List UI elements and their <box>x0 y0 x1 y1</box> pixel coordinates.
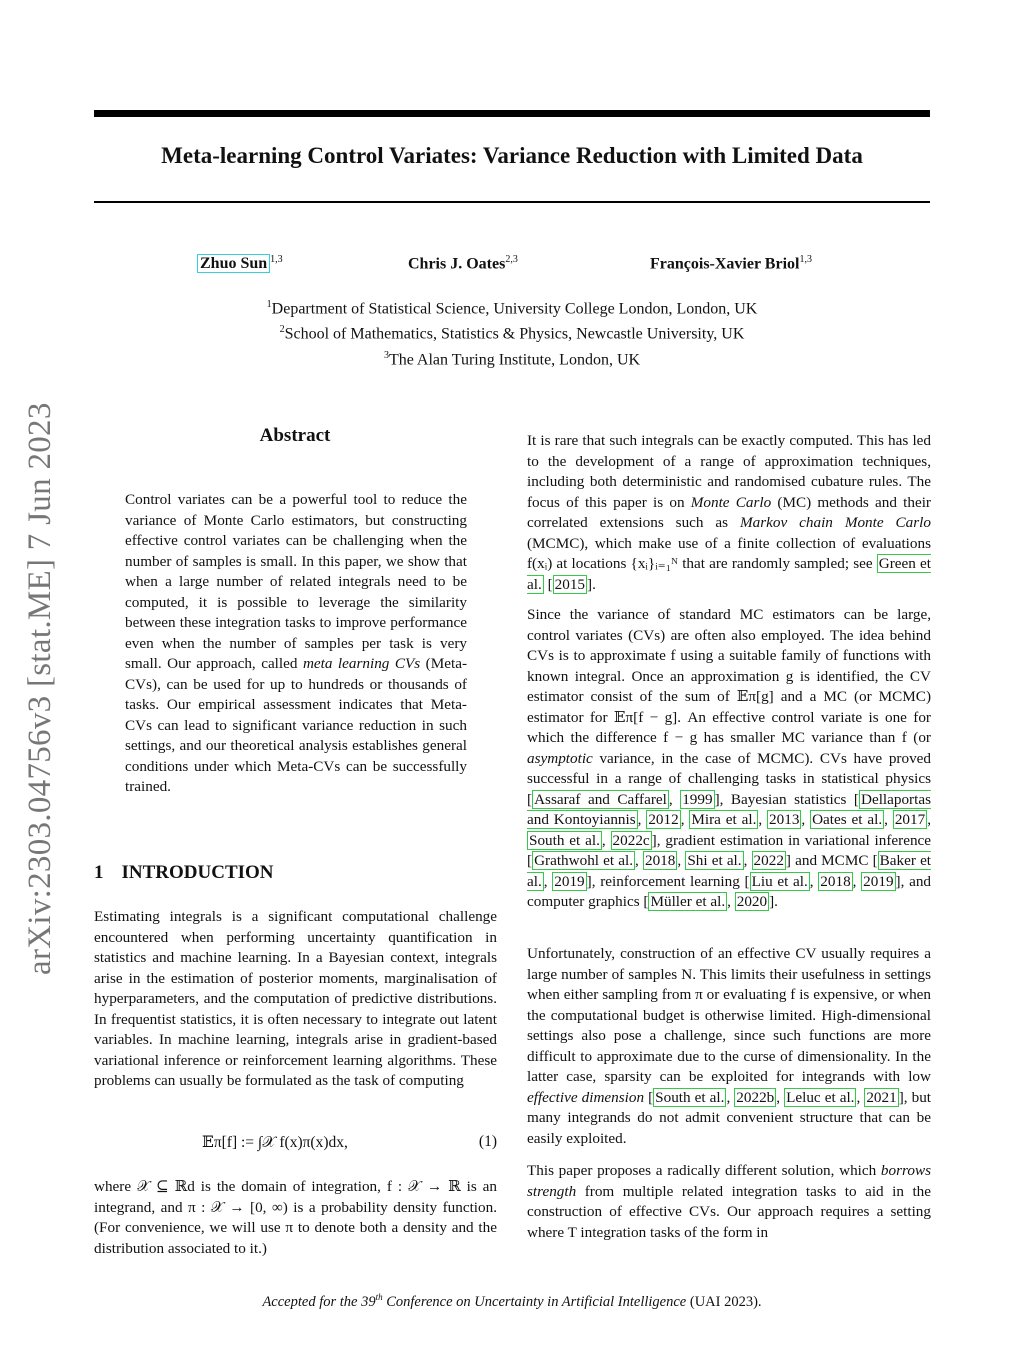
citation-link[interactable]: 2013 <box>769 811 800 828</box>
citation-link[interactable]: 2022b <box>736 1088 775 1106</box>
citation-link[interactable]: 2020 <box>736 893 768 910</box>
citation-link[interactable]: 2017 <box>894 811 926 828</box>
equation-body: 𝔼π[f] := ∫𝒳 f(x)π(x)dx, <box>202 1134 348 1151</box>
abstract-heading: Abstract <box>259 425 331 446</box>
right-paragraph-4: This paper proposes a radically different solution, which borrows strength from multiple related integration tasks to aid in the construction of effective CVs. Our approach requires a setting where T integration tasks of the form in <box>527 1162 931 1241</box>
conference-footer: Accepted for the 39th Conference on Uncertainty in Artificial Intelligence (UAI 2023). <box>262 1292 762 1310</box>
citation-link[interactable]: Assaraf and Caffarel <box>534 790 667 808</box>
citation-link[interactable]: Grathwohl et al. <box>534 852 634 869</box>
author-2: Chris J. Oates$^{2,3}$ <box>408 254 518 273</box>
title-bottom-rule <box>94 201 930 203</box>
affiliation-1: $^1$Department of Statistical Science, University College London, London, UK <box>266 299 758 318</box>
right-paragraph-2: Since the variance of standard MC estimators can be large, control variates (CVs) are often also employed. The idea behind CVs is to approximate f using a suitable family of functions with known integral. Once an approximation g is identified, the CV estimator consist of the sum of 𝔼π[g] and a MC (or MCMC) estimator for 𝔼π[f − g]. An effective control variate is one for which the difference f − g has smaller MC variance than f (or asymptotic variance, in the case of MCMC). CVs have proved successful in a range of challenging tasks in statistical physics [ Assaraf and Caffarel , 1999 ], Bayesian statistics [ Dellaportas and Kontoyiannis , 2012 , Mira et al. , 2013 , Oates et al. , 2017 , South et al. , 2022c ], gradient estimation in variational inference [ Grathwohl et al. , 2018 , Shi et al. , 2022 ] and MCMC [ Baker et al. , 2019 ], reinforcement learning [ Liu et al. , 2018 , 2019 ], and computer graphics [ Müller et al. , 2020 ]. <box>527 606 932 910</box>
section-heading-introduction: 1 INTRODUCTION <box>94 862 274 883</box>
abstract-text: Control variates can be a powerful tool to reduce the variance of Monte Carlo estimators, but constructing effective control variates can be challenging when the number of samples is small. In this paper, we show that when a large number of related integrals need to be computed, it is possible to leverage the similarity between these integration tasks to improve performance even when the number of samples per task is very small. Our approach, called meta learning CVs (Meta-CVs), can be used for up to hundreds or thousands of tasks. Our empirical assessment indicates that Meta-CVs can lead to significant variance reduction in such settings, and our theoretical analysis establishes general conditions under which Meta-CVs can be successfully trained. <box>125 491 467 795</box>
citation-link[interactable]: Mira et al. <box>691 811 757 828</box>
citation-link[interactable]: Müller et al. <box>650 893 726 910</box>
affiliation-3: $^3$The Alan Turing Institute, London, UK <box>383 349 641 368</box>
citation-link[interactable]: 2018 <box>820 872 851 890</box>
citation-link[interactable]: 2021 <box>866 1088 897 1106</box>
author-3: François-Xavier Briol$^{1,3}$ <box>650 254 812 273</box>
affiliation-2: $^2$School of Mathematics, Statistics & Physics, Newcastle University, UK <box>279 324 745 343</box>
citation-link[interactable]: South et al. <box>655 1088 725 1106</box>
citation-link[interactable]: Oates et al. <box>812 811 883 828</box>
citation-link[interactable]: Dellaportas and Kontoyiannis <box>527 790 931 828</box>
citation-link[interactable]: 2012 <box>648 811 679 828</box>
citation-link[interactable]: 2019 <box>863 872 894 890</box>
title-top-rule <box>94 110 930 117</box>
citation-link[interactable]: 2019 <box>554 872 585 890</box>
author-link-zhuo-sun[interactable]: Zhuo Sun <box>197 254 270 273</box>
right-paragraph-1: It is rare that such integrals can be exactly computed. This has led to the development of a range of approximation techniques, including both deterministic and randomised cubature rules. The focus of this paper is on Monte Carlo (MC) methods and their correlated extensions such as Markov chain Monte Carlo (MCMC), which make use of a finite collection of evaluations f(xᵢ) at locations {xᵢ}ᵢ₌₁ᴺ that are randomly sampled; see Green et al. [ 2015 ]. <box>527 432 932 593</box>
citation-link[interactable]: Shi et al. <box>687 852 742 869</box>
citation-link[interactable]: Baker et al. <box>527 852 932 890</box>
citation-link[interactable]: 1999 <box>682 790 713 808</box>
citation-link[interactable]: 2018 <box>644 852 676 869</box>
equation-number: (1) <box>478 1133 497 1150</box>
affiliations <box>94 294 930 370</box>
citation-link[interactable]: 2015 <box>554 575 585 593</box>
arxiv-identifier: arXiv:2303.04756v3 [stat.ME] 7 Jun 2023 <box>22 402 58 975</box>
intro-paragraph: Estimating integrals is a significant computational challenge encountered when performing uncertainty quantification in statistics and machine learning. In a Bayesian context, integrals arise in the estimation of posterior moments, marginalisation of hyperparameters, and the computation of predictive distributions. In frequentist statistics, it is often necessary to integrate out latent variables. In machine learning, integrals arise in gradient-based variational inference or reinforcement learning algorithms. These problems can usually be formulated as the task of computing <box>94 908 497 1089</box>
citation-link[interactable]: Green et al. <box>527 555 932 593</box>
citation-link[interactable]: Leluc et al. <box>786 1088 855 1106</box>
citation-link[interactable]: South et al. <box>529 831 600 849</box>
author-1: Zhuo Sun $^{1,3}$ <box>197 254 283 273</box>
right-paragraph-3: Unfortunately, construction of an effective CV usually requires a large number of samples N. This limits their usefulness in settings when either sampling from π or evaluating f is expensive, or when the computational budget is otherwise limited. High-dimensional settings also pose a challenge, since such functions are more difficult to approximate due to the curse of dimensionality. In the latter case, sparsity can be exploited for integrands with low effective dimension [ South et al. , 2022b , Leluc et al. , 2021 ], but many integrands do not admit convenient structure that can be easily exploited. <box>527 945 932 1147</box>
paper-title: Meta-learning Control Variates: Variance Reduction with Limited Data <box>161 143 863 168</box>
citation-link[interactable]: 2022 <box>753 852 784 869</box>
citation-link[interactable]: 2022c <box>612 831 650 849</box>
citation-link[interactable]: Liu et al. <box>751 872 808 890</box>
where-paragraph: where 𝒳 ⊆ ℝd is the domain of integration, f : 𝒳 → ℝ is an integrand, and π : 𝒳 → [0, ∞) is a probability density function. (For convenience, we will use π to denote both a density and the distribution associated to it.) <box>94 1178 497 1257</box>
